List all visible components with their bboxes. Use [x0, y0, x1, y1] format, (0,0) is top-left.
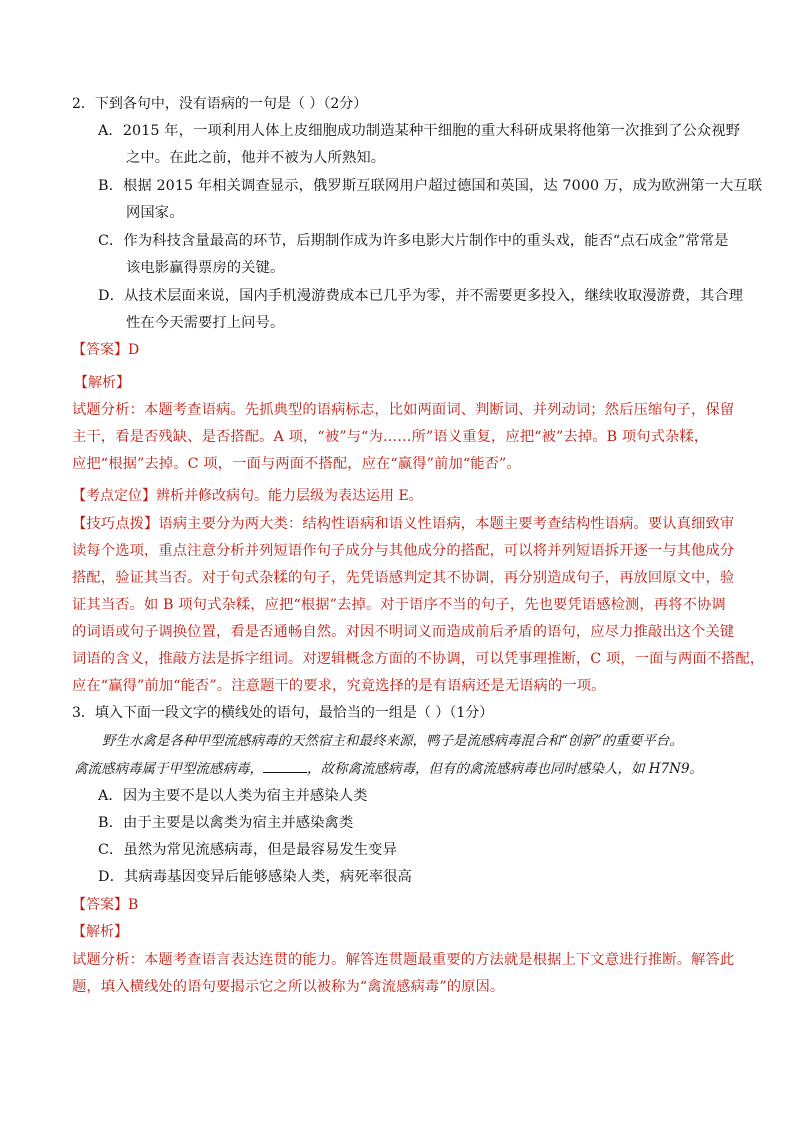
- q2-jiqiao-line-2: 读每个选项，重点注意分析并列短语作句子成分与其他成分的搭配，可以将并列短语拆开逐一与其他成分: [72, 543, 735, 559]
- q2-kaodian: [72, 486, 423, 506]
- q2-analysis-line-2: 主干，看是否残缺、是否搭配。A 项，“被”与“为……所”语义重复，应把“被”去掉。B 项句式杂糅，: [72, 429, 709, 445]
- question-2-stem: 2．下到各句中，没有语病的一句是（ ）（2分）: [72, 96, 368, 112]
- q2-jiqiao-line-5: 的词语或句子调换位置，看是否通畅自然。对因不明词义而造成前后矛盾的语句，应尽力推敲出这个关键: [72, 624, 735, 640]
- q2-option-b-line2: 网国家。: [126, 205, 184, 221]
- q2-option-c-line1: C．作为科技含量最高的环节，后期制作成为许多电影大片制作中的重头戏，能否“点石成金”常常是: [98, 233, 729, 249]
- q2-option-a-line2: 之中。在此之前，他并不被为人所熟知。: [126, 150, 386, 166]
- q3-passage-line-1: 野生水禽是各种甲型流感病毒的天然宿主和最终来源，鸭子是流感病毒混合和“创新”的重要平台。: [102, 733, 683, 749]
- q2-option-d-line1: D．从技术层面来说，国内手机漫游费成本已几乎为零，并不需要更多投入，继续收取漫游费，其合理: [98, 288, 744, 304]
- fill-in-blank: [263, 758, 307, 773]
- q2-jiqiao-line-3: 搭配，验证其当否。对于句式杂糅的句子，先凭语感判定其不协调，再分别造成句子，再放回原文中，验: [72, 570, 735, 586]
- q3-option-d: D．其病毒基因变异后能够感染人类，病死率很高: [98, 869, 412, 885]
- q2-answer: [72, 340, 139, 360]
- question-3-stem: 3．填入下面一段文字的横线处的语句，最恰当的一组是（ ）（1分）: [72, 705, 494, 721]
- answer-value: D: [128, 342, 140, 358]
- kaodian-text: 辨析并修改病句。能力层级为表达运用 E。: [156, 488, 423, 504]
- q2-option-a-line1: A．2015 年，一项利用人体上皮细胞成功制造某种干细胞的重大科研成果将他第一次推到了公众视野: [98, 123, 741, 139]
- kaodian-label: 【考点定位】: [72, 488, 156, 504]
- q3-passage-part-b: ，故称禽流感病毒，但有的禽流感病毒也同时感染人，如 H7N9。: [307, 761, 704, 777]
- q3-passage-part-a: 禽流感病毒属于甲型流感病毒，: [74, 761, 263, 777]
- q2-option-c-line2: 该电影赢得票房的关键。: [126, 260, 285, 276]
- q2-jiqiao-line-6: 词语的含义，推敲方法是拆字组词。对逻辑概念方面的不协调，可以凭事理推断，C 项，一面与两面不搭配，: [72, 651, 765, 667]
- answer-label: 【答案】: [72, 897, 128, 913]
- jiqiao-label: 【技巧点拨】: [72, 516, 159, 532]
- q3-option-c: C．虽然为常见流感病毒，但是最容易发生变异: [98, 842, 397, 858]
- jiqiao-text-1: 语病主要分为两大类：结构性语病和语义性语病，本题主要考查结构性语病。要认真细致审: [158, 516, 735, 532]
- q3-answer: [72, 895, 138, 915]
- q3-option-b: B．由于主要是以禽类为宿主并感染禽类: [98, 815, 354, 831]
- answer-label: 【答案】: [72, 342, 128, 358]
- answer-value: B: [128, 897, 139, 913]
- q3-analysis-line-2: 题，填入横线处的语句要揭示它之所以被称为“禽流感病毒”的原因。: [72, 979, 505, 995]
- q2-option-b-line1: B．根据 2015 年相关调查显示，俄罗斯互联网用户超过德国和英国，达 7000 万，成为欧洲第一大互联: [98, 178, 763, 194]
- q2-analysis-line-3: 应把“根据”去掉。C 项，一面与两面不搭配，应在“赢得”前加“能否”。: [72, 456, 521, 472]
- q3-analysis-line-1: 试题分析：本题考查语言表达连贯的能力。解答连贯题最重要的方法就是根据上下文意进行推断。解答此: [72, 952, 735, 968]
- q2-option-d-line2: 性在今天需要打上问号。: [126, 315, 285, 331]
- q3-analysis-label: 【解析】: [72, 924, 128, 940]
- q3-passage-line-2: [74, 758, 703, 779]
- q2-analysis-line-1: 试题分析：本题考查语病。先抓典型的语病标志，比如两面词、判断词、并列动词；然后压缩句子，保留: [72, 402, 735, 418]
- q2-analysis-label: 【解析】: [74, 375, 130, 391]
- q2-jiqiao-line-1: [72, 514, 734, 534]
- q2-jiqiao-line-4: 证其当否。如 B 项句式杂糅，应把“根据”去掉。对于语序不当的句子，先也要凭语感检测，再将不协调: [72, 597, 726, 613]
- q3-option-a: A．因为主要不是以人类为宿主并感染人类: [98, 788, 368, 804]
- q2-jiqiao-line-7: 应在“赢得”前加“能否”。注意题干的要求，究竟选择的是有语病还是无语病的一项。: [72, 678, 606, 694]
